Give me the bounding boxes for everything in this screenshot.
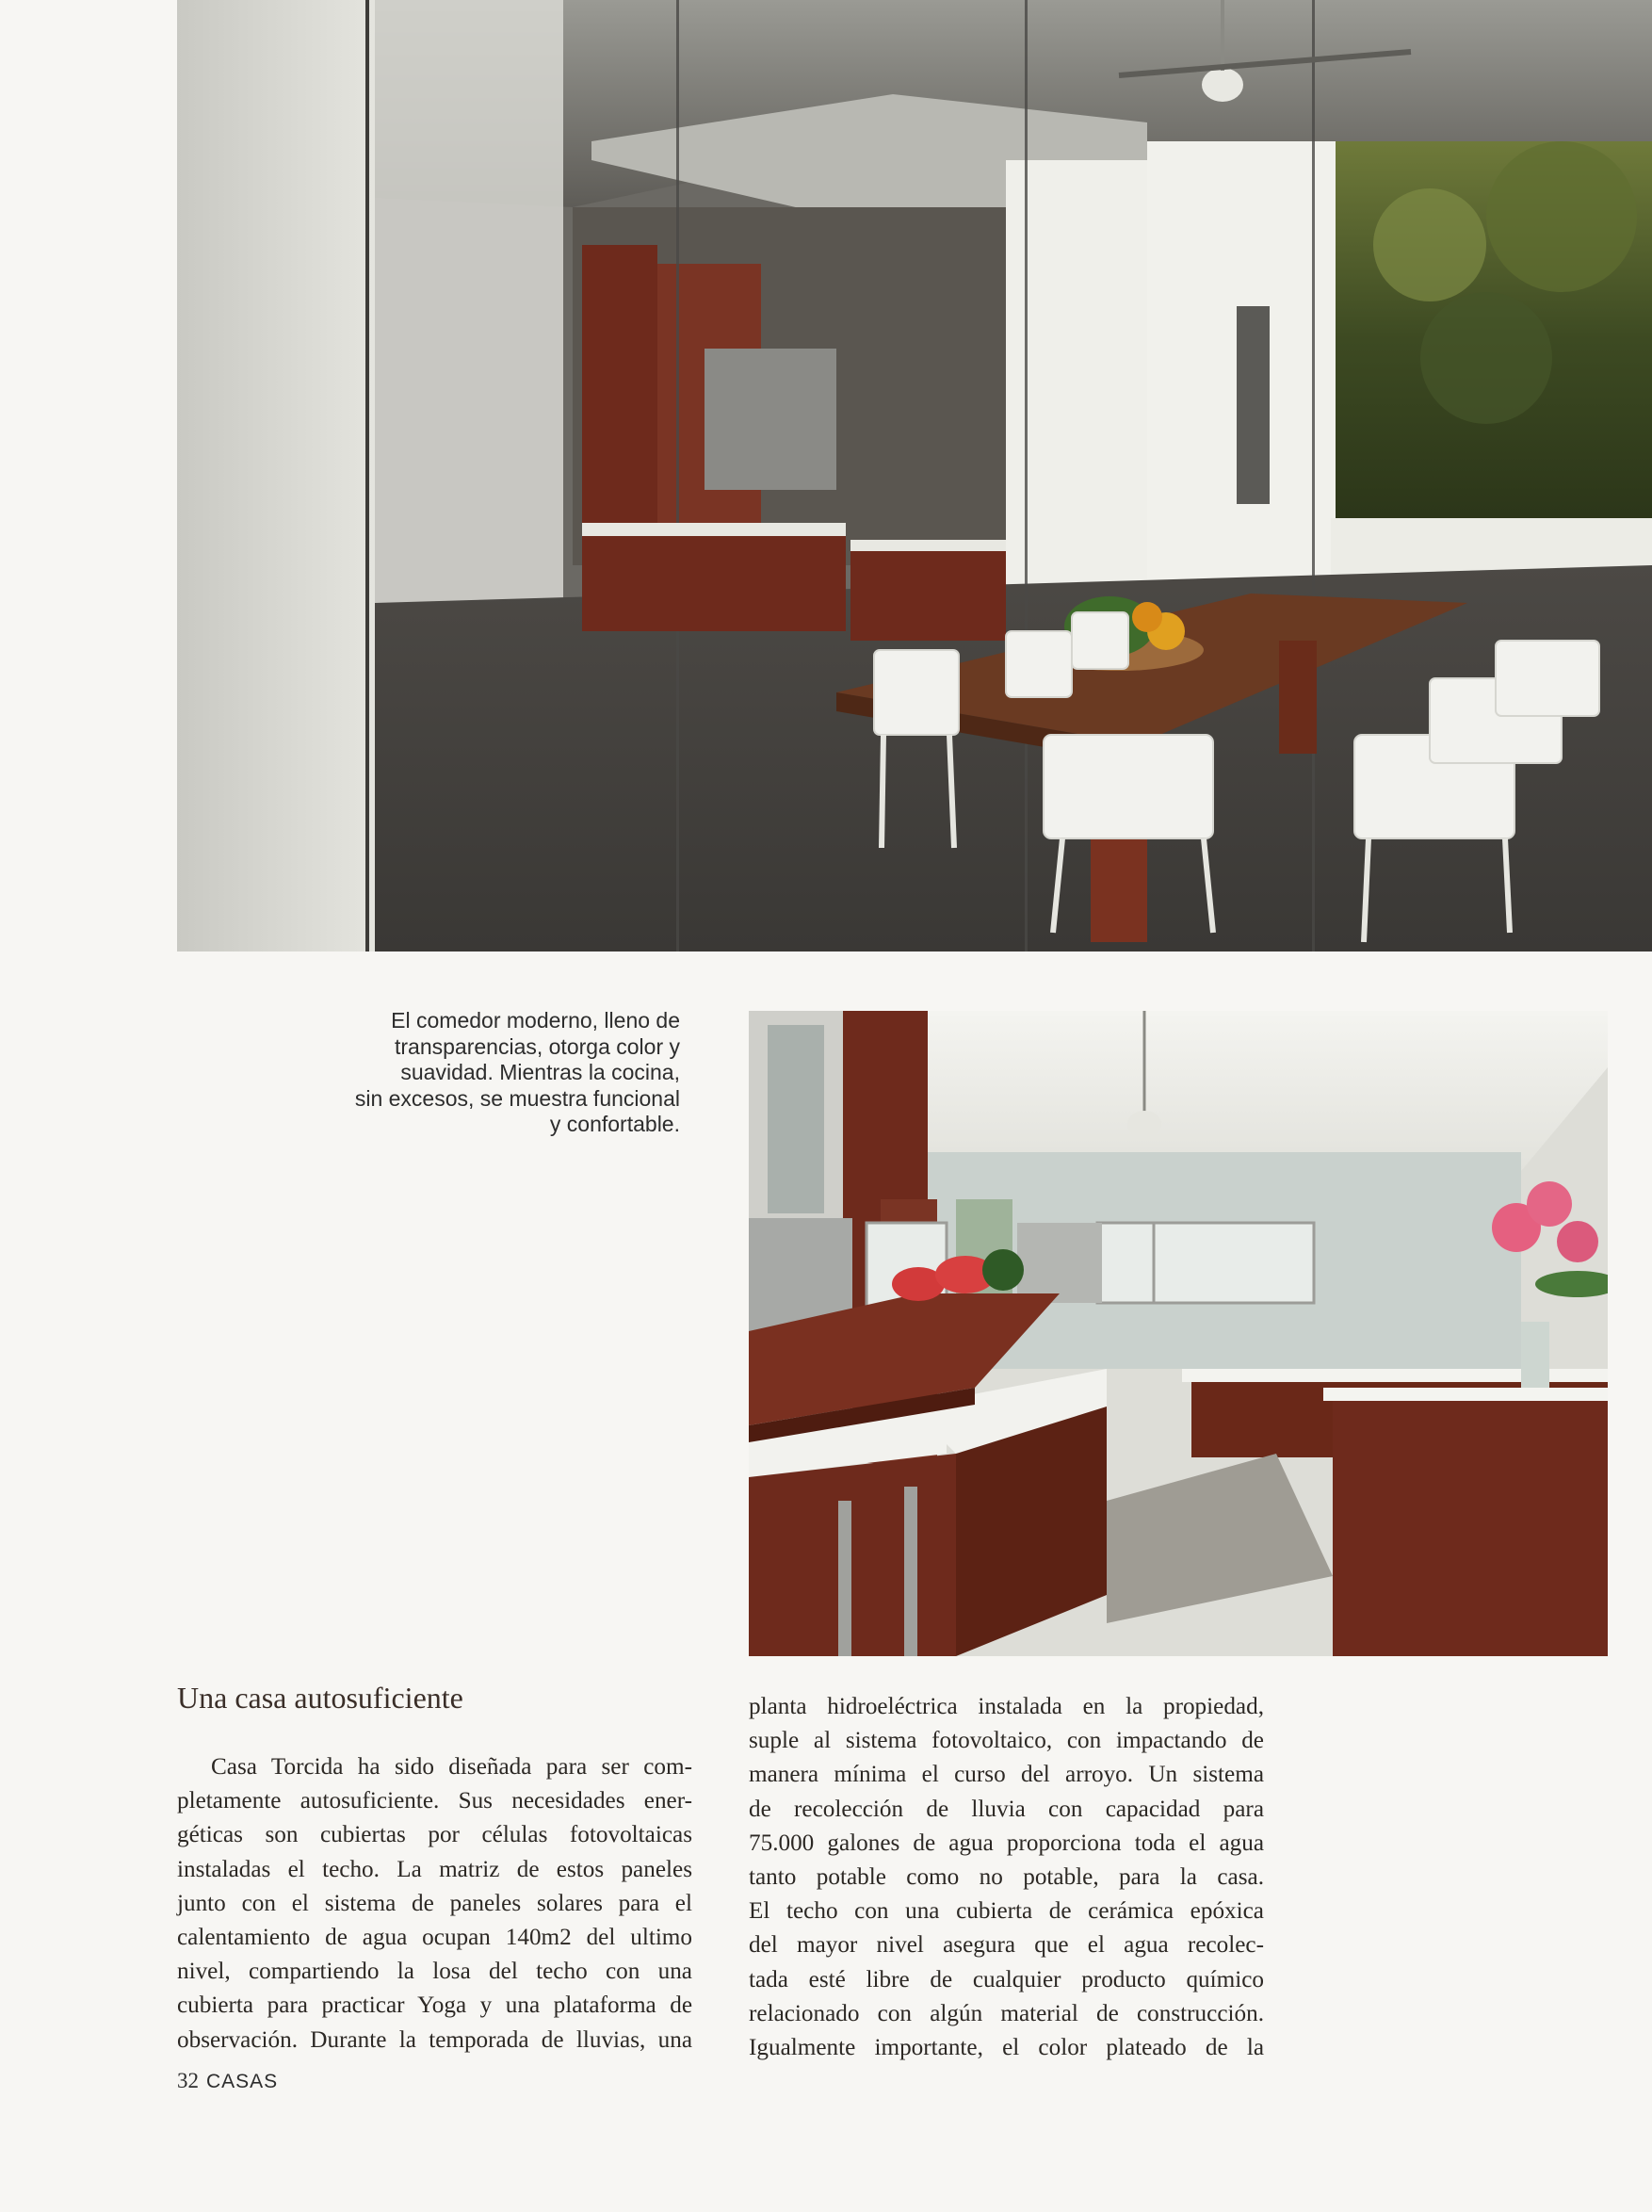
dining-room-photo bbox=[177, 0, 1652, 951]
caption-line: sin excesos, se muestra funcional bbox=[354, 1085, 680, 1111]
caption-line: y confortable. bbox=[549, 1112, 680, 1136]
body-line: observación. Durante la temporada de lluvias, una bbox=[177, 2026, 692, 2053]
page-folio bbox=[177, 2069, 278, 2093]
body-line: junto con el sistema de paneles solares para el bbox=[177, 1890, 692, 1916]
body-line: Igualmente importante, el color plateado de la bbox=[749, 2034, 1264, 2060]
body-line: calentamiento de agua ocupan 140m2 del ultimo bbox=[177, 1924, 692, 1950]
body-line: instaladas el techo. La matriz de estos paneles bbox=[177, 1856, 692, 1882]
caption-line: suavidad. Mientras la cocina, bbox=[400, 1060, 680, 1084]
body-line: manera mínima el curso del arroyo. Un sistema bbox=[749, 1762, 1264, 1788]
body-line: El techo con una cubierta de cerámica epóxica bbox=[749, 1898, 1264, 1925]
caption-line: transparencias, otorga color y bbox=[395, 1033, 680, 1059]
body-line: de recolección de lluvia con capacidad para bbox=[749, 1796, 1264, 1822]
body-line: Casa Torcida ha sido diseñada para ser com- bbox=[211, 1754, 692, 1780]
body-column-right bbox=[749, 1690, 1264, 2065]
kitchen-photo bbox=[749, 1011, 1608, 1656]
body-line: planta hidroeléctrica instalada en la propiedad, bbox=[749, 1694, 1264, 1719]
caption-line: El comedor moderno, lleno de bbox=[391, 1008, 680, 1033]
body-line: pletamente autosuficiente. Sus necesidades ener- bbox=[177, 1788, 692, 1814]
body-line: 75.000 galones de agua proporciona toda el agua bbox=[749, 1830, 1264, 1856]
body-line: cubierta para practicar Yoga y una plataforma de bbox=[177, 1992, 692, 2019]
body-column-left bbox=[177, 1750, 692, 2057]
body-line: tanto potable como no potable, para la casa. bbox=[749, 1863, 1264, 1890]
body-line: géticas son cubiertas por células fotovoltaicas bbox=[177, 1822, 692, 1848]
body-line: relacionado con algún material de construcción. bbox=[749, 2000, 1264, 2026]
body-line: suple al sistema fotovoltaico, con impactando de bbox=[749, 1728, 1264, 1754]
page-number: 32 bbox=[177, 2069, 199, 2092]
photo-caption bbox=[311, 1008, 680, 1138]
body-line: nivel, compartiendo la losa del techo con una bbox=[177, 1959, 692, 1985]
body-line: del mayor nivel asegura que el agua recolec- bbox=[749, 1932, 1264, 1959]
body-line: tada esté libre de cualquier producto químico bbox=[749, 1966, 1264, 1992]
magazine-name: CASAS bbox=[206, 2071, 279, 2092]
section-heading: Una casa autosuficiente bbox=[177, 1681, 463, 1715]
